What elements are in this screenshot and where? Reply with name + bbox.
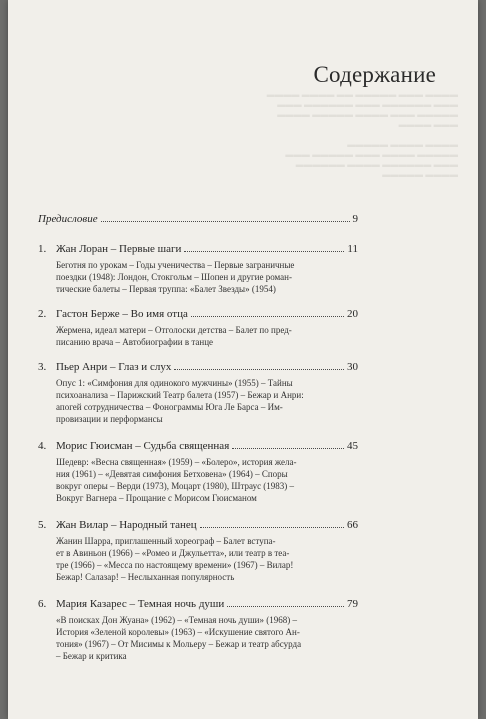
toc-entry[interactable]: [38, 242, 358, 256]
chapter-summary: [56, 377, 358, 425]
chapter-title: Гастон Берже – Во имя отца: [56, 308, 188, 320]
toc-entry[interactable]: [38, 307, 358, 321]
summary-line: Опус 1: «Симфония для одинокого мужчины» (1955) – Тайны: [56, 378, 293, 388]
chapter-page: 11: [347, 243, 358, 255]
toc-entry-preface[interactable]: [38, 212, 358, 226]
chapter-3: [38, 360, 358, 425]
summary-line: «В поисках Дон Жуана» (1962) – «Темная ночь души» (1968) –: [56, 615, 297, 625]
chapter-summary: [56, 259, 358, 295]
summary-line: Вокруг Вагнера – Прощание с Морисом Гюисманом: [56, 493, 257, 503]
chapter-summary: [56, 324, 358, 348]
summary-line: Шедевр: «Весна священная» (1959) – «Болеро», история жела-: [56, 457, 297, 467]
summary-line: Бежар! Салазар! – Неслыханная популярность: [56, 572, 235, 582]
summary-line: психоанализа – Парижский Театр балета (1957) – Бежар и Анри:: [56, 390, 304, 400]
bleed-through-text: ▬▬▬▬ ▬▬▬ ▬▬▬▬▬ ▬▬ ▬▬▬▬ ▬▬▬▬ ▬▬▬ ▬▬▬▬▬▬ ▬▬▬ ▬▬▬▬▬▬ ▬▬▬ ▬▬▬▬▬ ▬▬▬ ▬▬▬▬ ▬▬▬▬▬ ▬▬▬▬ ▬▬▬ ▬▬▬▬ ▬▬▬▬ ▬▬▬▬ ▬▬▬▬▬ ▬▬▬▬▬ ▬▬▬▬ ▬▬▬ ▬▬▬▬▬ ▬▬▬ ▬▬▬ ▬▬▬▬▬▬ ▬▬▬▬ ▬▬▬▬▬▬ ▬▬▬▬ ▬▬▬▬▬: [266, 90, 458, 179]
leader-dots: [191, 316, 344, 317]
chapter-number: 3.: [38, 361, 47, 373]
chapter-title: Мария Казарес – Темная ночь души: [56, 598, 225, 610]
leader-dots: [184, 251, 344, 252]
chapter-summary: [56, 614, 358, 662]
chapter-number: 5.: [38, 519, 47, 531]
summary-line: История «Зеленой королевы» (1963) – «Искушение святого Ан-: [56, 627, 300, 637]
summary-line: писанию врача – Автобиографии в танце: [56, 337, 214, 347]
chapter-title: Жан Лоран – Первые шаги: [56, 243, 182, 255]
summary-line: Жермена, идеал матери – Отголоски детства – Балет по пред-: [56, 325, 292, 335]
book-page: [8, 0, 478, 719]
leader-dots: [200, 527, 344, 528]
chapter-4: [38, 439, 358, 504]
summary-line: тические балеты – Первая труппа: «Балет Звезды» (1954): [56, 284, 276, 294]
summary-line: ет в Авиньон (1966) – «Ромео и Джульетта», или театр в теа-: [56, 548, 290, 558]
chapter-page: 30: [347, 361, 358, 373]
preface-page: 9: [352, 213, 358, 225]
summary-line: тония» (1967) – От Мисимы к Мольеру – Бежар и театр абсурда: [56, 639, 302, 649]
chapter-summary: [56, 456, 358, 504]
leader-dots: [174, 369, 344, 370]
chapter-number: 2.: [38, 308, 47, 320]
leader-dots: [232, 448, 344, 449]
chapter-number: 6.: [38, 598, 47, 610]
toc-entry[interactable]: [38, 360, 358, 374]
summary-line: тре (1966) – «Месса по настоящему времени» (1967) – Вилар!: [56, 560, 294, 570]
toc-entry[interactable]: [38, 439, 358, 453]
chapter-title: Жан Вилар – Народный танец: [56, 519, 197, 531]
chapter-title: Пьер Анри – Глаз и слух: [56, 361, 172, 373]
summary-line: – Бежар и критика: [56, 651, 127, 661]
summary-line: Беготня по урокам – Годы ученичества – Первые заграничные: [56, 260, 295, 270]
summary-line: поездки (1948): Лондон, Стокгольм – Шопен и другие роман-: [56, 272, 292, 282]
chapter-page: 79: [347, 598, 358, 610]
page-title: Содержание: [313, 62, 436, 87]
chapter-title: Морис Гюисман – Судьба священная: [56, 440, 230, 452]
chapter-page: 20: [347, 308, 358, 320]
summary-line: вокруг оперы – Верди (1973), Моцарт (1980), Штраус (1983) –: [56, 481, 295, 491]
chapter-summary: [56, 535, 358, 583]
chapter-2: [38, 307, 358, 348]
toc-entry[interactable]: [38, 518, 358, 532]
chapter-page: 66: [347, 519, 358, 531]
chapter-number: 1.: [38, 243, 47, 255]
summary-line: ния (1961) – «Девятая симфония Бетховена» (1964) – Споры: [56, 469, 288, 479]
leader-dots: [101, 221, 350, 222]
chapter-6: [38, 597, 358, 662]
chapter-number: 4.: [38, 440, 47, 452]
chapter-1: [38, 242, 358, 295]
table-of-contents: [38, 212, 358, 662]
chapter-page: 45: [347, 440, 358, 452]
preface-label: Предисловие: [38, 213, 98, 225]
summary-line: Жанин Шарра, приглашенный хореограф – Балет вступа-: [56, 536, 276, 546]
toc-entry[interactable]: [38, 597, 358, 611]
chapter-5: [38, 518, 358, 583]
summary-line: апогей сотрудничества – Фонограммы Юга Ле Барса – Им-: [56, 402, 283, 412]
summary-line: провизации и перформансы: [56, 414, 163, 424]
leader-dots: [227, 606, 344, 607]
